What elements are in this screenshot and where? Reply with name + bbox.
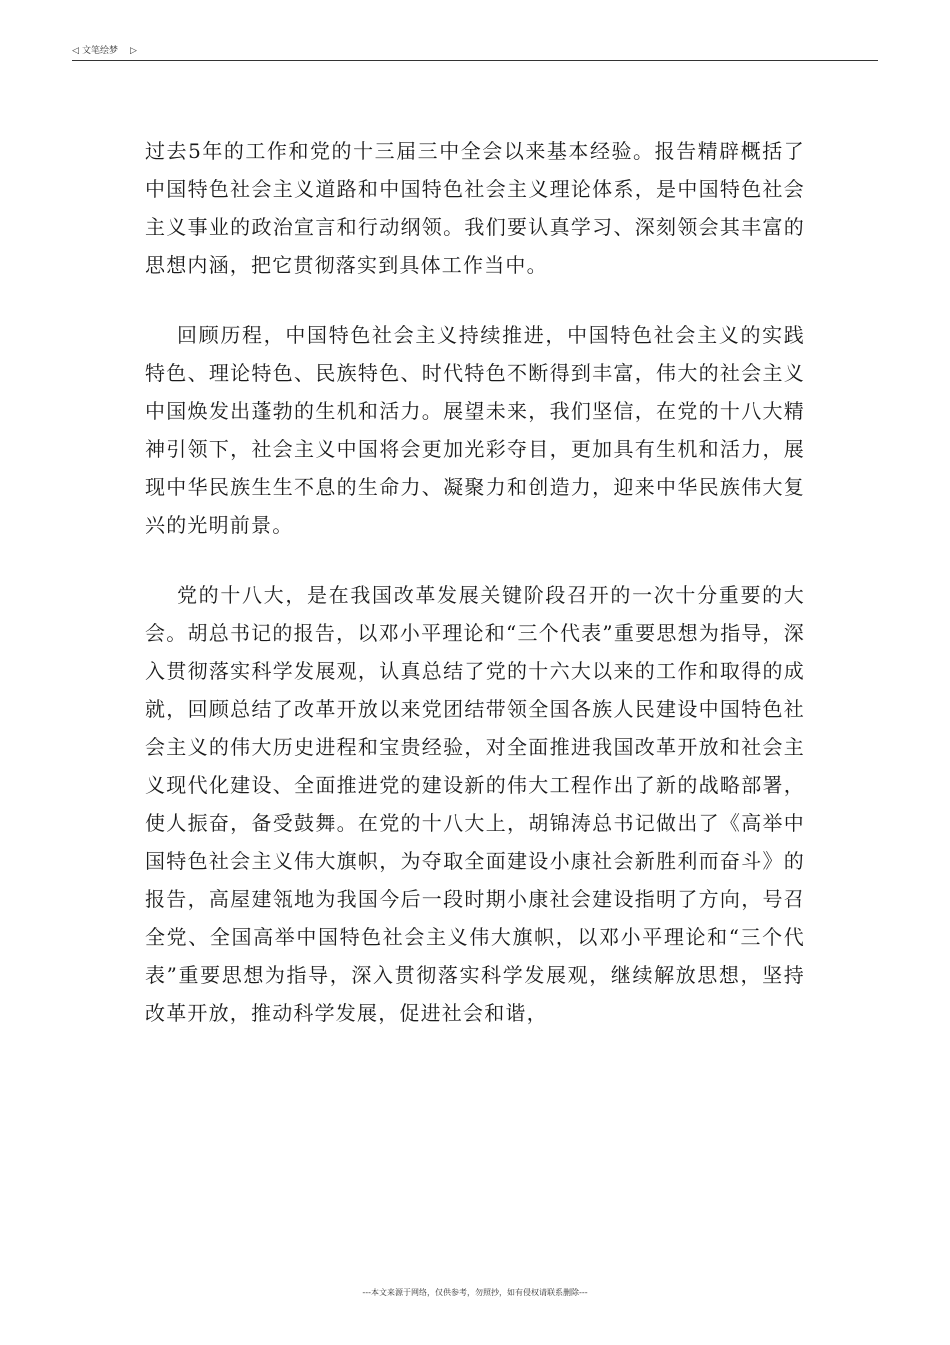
header-title: 文笔绘梦 (82, 46, 119, 56)
paragraph-1: 过去5年的工作和党的十三届三中全会以来基本经验。报告精辟概括了中国特色社会主义道路和中国特色社会主义理论体系，是中国特色社会主义事业的政治宣言和行动纲领。我们要认真学习、深刻领会其丰富的思想内涵，把它贯彻落实到具体工作当中。 (145, 139, 805, 277)
document-body (145, 132, 805, 1032)
page-footer-disclaimer: ---本文来源于网络，仅供参考，勿照抄，如有侵权请联系删除--- (362, 1288, 588, 1297)
header-right-triangle-icon: ▷ (130, 46, 137, 56)
paragraph-3: 党的十八大，是在我国改革发展关键阶段召开的一次十分重要的大会。胡总书记的报告，以邓小平理论和“三个代表”重要思想为指导，深入贯彻落实科学发展观，认真总结了党的十六大以来的工作和取得的成就，回顾总结了改革开放以来党团结带领全国各族人民建设中国特色社会主义的伟大历史进程和宝贵经验，对全面推进我国改革开放和社会主义现代化建设、全面推进党的建设新的伟大工程作出了新的战略部署，使人振奋，备受鼓舞。在党的十八大上，胡锦涛总书记做出了《高举中国特色社会主义伟大旗帜，为夺取全面建设小康社会新胜利而奋斗》的报告，高屋建瓴地为我国今后一段时期小康社会建设指明了方向，号召全党、全国高举中国特色社会主义伟大旗帜，以邓小平理论和“三个代表”重要思想为指导，深入贯彻落实科学发展观，继续解放思想，坚持改革开放，推动科学发展，促进社会和谐， (145, 583, 805, 1025)
paragraph-2: 回顾历程，中国特色社会主义持续推进，中国特色社会主义的实践特色、理论特色、民族特色、时代特色不断得到丰富，伟大的社会主义中国焕发出蓬勃的生机和活力。展望未来，我们坚信，在党的十八大精神引领下，社会主义中国将会更加光彩夺目，更加具有生机和活力，展现中华民族生生不息的生命力、凝聚力和创造力，迎来中华民族伟大复兴的光明前景。 (145, 323, 805, 537)
page-header (72, 40, 878, 61)
header-left-triangle-icon: ◁ (72, 46, 79, 56)
